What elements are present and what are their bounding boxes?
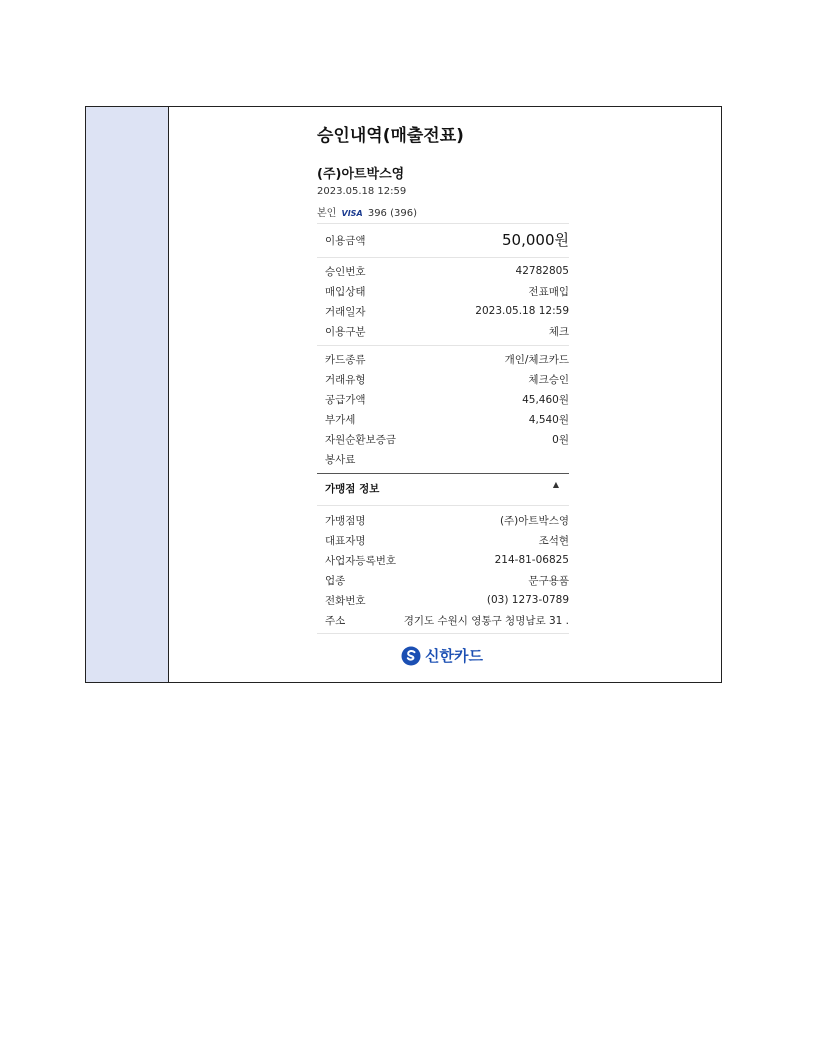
divider <box>317 257 569 258</box>
detail-row-approval-number <box>325 262 569 280</box>
detail-row-supply-amount <box>325 390 569 408</box>
card-number: 396 (396) <box>367 208 417 219</box>
collapse-caret-icon[interactable]: ▲ <box>552 480 559 489</box>
detail-value: 전표매입 <box>528 285 569 298</box>
merchant-value: 조석현 <box>538 534 569 547</box>
detail-value: 45,460원 <box>522 393 569 406</box>
merchant-section-title: 가맹점 정보 <box>325 483 380 495</box>
merchant-row-representative <box>325 531 569 549</box>
merchant-row-business-number <box>325 551 569 569</box>
card-info <box>317 204 417 219</box>
merchant-row-phone <box>325 591 569 609</box>
merchant-name: (주)아트박스영 <box>317 167 405 182</box>
shinhan-logo-icon <box>401 646 421 666</box>
shinhan-card-logo <box>401 645 483 666</box>
divider <box>317 223 569 224</box>
detail-value: 개인/체크카드 <box>504 353 569 366</box>
logo-text: 신한카드 <box>425 647 483 665</box>
detail-label: 봉사료 <box>325 453 356 466</box>
receipt-title: 승인내역(매출전표) <box>317 126 464 146</box>
transaction-datetime: 2023.05.18 12:59 <box>317 186 407 197</box>
detail-row-deposit <box>325 430 569 448</box>
detail-row-service-charge <box>325 450 569 468</box>
detail-value: 0원 <box>552 433 569 446</box>
merchant-label: 대표자명 <box>325 534 366 547</box>
merchant-label: 사업자등록번호 <box>325 554 397 567</box>
detail-value: 체크승인 <box>528 373 569 386</box>
merchant-value: 214-81-06825 <box>494 554 569 566</box>
detail-label: 거래일자 <box>325 305 366 318</box>
detail-label: 부가세 <box>325 413 356 426</box>
detail-value: 42782805 <box>515 265 569 277</box>
detail-row-transaction-type <box>325 370 569 388</box>
detail-label: 매입상태 <box>325 285 366 298</box>
merchant-row-industry <box>325 571 569 589</box>
merchant-label: 주소 <box>325 614 346 627</box>
detail-label: 공급가액 <box>325 393 366 406</box>
visa-icon: VISA <box>341 209 363 218</box>
merchant-label: 전화번호 <box>325 594 366 607</box>
merchant-value: (03) 1273-0789 <box>486 594 569 606</box>
divider <box>317 505 569 506</box>
detail-label: 이용구분 <box>325 325 366 338</box>
detail-value: 2023.05.18 12:59 <box>475 305 569 317</box>
detail-row-card-type <box>325 350 569 368</box>
detail-row-transaction-date <box>325 302 569 320</box>
detail-row-purchase-status <box>325 282 569 300</box>
content-area <box>169 107 721 682</box>
card-owner: 본인 <box>317 208 337 219</box>
merchant-value: (주)아트박스영 <box>499 514 569 527</box>
divider <box>317 473 569 474</box>
detail-label: 카드종류 <box>325 353 366 366</box>
detail-label: 자원순환보증금 <box>325 433 397 446</box>
detail-row-usage-type <box>325 322 569 340</box>
amount-label: 이용금액 <box>325 235 366 247</box>
left-panel <box>86 107 169 682</box>
detail-value: 4,540원 <box>528 413 569 426</box>
merchant-row-address <box>325 611 569 629</box>
document-frame <box>85 106 722 683</box>
merchant-value: 경기도 수원시 영통구 청명남로 31 . <box>403 614 569 627</box>
merchant-label: 업종 <box>325 574 346 587</box>
divider <box>317 633 569 634</box>
detail-row-vat <box>325 410 569 428</box>
detail-label: 거래유형 <box>325 373 366 386</box>
divider <box>317 345 569 346</box>
detail-label: 승인번호 <box>325 265 366 278</box>
amount-value: 50,000원 <box>502 231 569 249</box>
merchant-label: 가맹점명 <box>325 514 366 527</box>
detail-value: 체크 <box>548 325 569 338</box>
merchant-row-name <box>325 511 569 529</box>
merchant-value: 문구용품 <box>528 574 569 587</box>
